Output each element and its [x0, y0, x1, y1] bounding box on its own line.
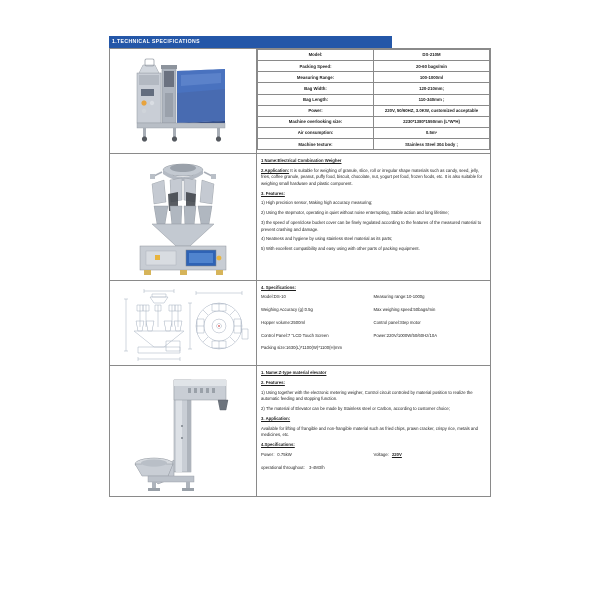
spec-item-control-panel: Control Panel:7 "LCD Touch Screen — [261, 332, 329, 338]
spec-value: 2230*1380*1550mm (L*W*H) — [374, 116, 490, 127]
spec-item-max-weighing-speed: Max weighing speed:50bags/min — [373, 306, 436, 312]
weigher-specifications-body — [257, 281, 490, 356]
spec-value: 20-60 bags/min — [374, 61, 490, 72]
multihead-combination-weigher-photo — [124, 154, 242, 280]
spec-item-model: Model:DS-10 — [261, 293, 286, 299]
table-row — [110, 154, 491, 281]
z-type-material-elevator-photo — [130, 366, 236, 496]
application-text: It is suitable for weighing of granule, slice, roll or irregular shape materials such as candy, seed, jelly, fries, coffee granule, peanut, puffy food, biscuit, chocolate, nut, yogurt pet food, frozen foods, etc. It is also suitable for weighing small hardware and plastic component. — [261, 167, 483, 186]
spec-value: 100-1000ml — [374, 72, 490, 83]
section-header-banner — [109, 36, 392, 48]
weigher-feature-item: 5) With excellent compatibility and easy using with other parts of packing equipment. — [261, 246, 420, 252]
spec-value: 0.5m³ — [374, 127, 490, 138]
application-label: 2.Application: — [261, 167, 290, 173]
header-filler — [392, 36, 491, 48]
elevator-name-line: 1. Name:Z-type material elevator — [261, 370, 327, 375]
spec-item-control-panel-motor: Control panel:Step motor — [373, 319, 421, 325]
spec-value: 220V, 50/60HZ, 3.0KW, customized acceptable — [374, 105, 490, 116]
elevator-throughput: operational throughout： 3-4M3/h — [261, 464, 325, 470]
elevator-voltage — [374, 452, 487, 458]
table-row — [110, 281, 491, 366]
elevator-feature-item: 1) Using together with the electronic metering weigher, Control circuit controled by material position to realize the automatic feeding and stopping function. — [261, 389, 473, 402]
voltage-value: 220V — [391, 451, 402, 457]
specification-document — [109, 36, 491, 566]
spec-label: Machine overlooking size: — [258, 116, 374, 127]
table-row — [110, 366, 491, 497]
spec-row-bag-width — [258, 83, 490, 94]
spec-item-packing-size: Packing size:1630(L)*1100(W)*1100(H)mm — [261, 345, 343, 351]
elevator-description-cell — [257, 366, 491, 497]
weigher-specs-grid — [261, 294, 486, 352]
spec-row-overlooking-size — [258, 116, 490, 127]
spec-row-model — [258, 50, 490, 61]
weigher-feature-item: 3) the speed of open/close bucket cover can be finely regulated according to the features of the measured material to prevent crashing and damage. — [261, 220, 482, 232]
spec-row-measuring-range — [258, 72, 490, 83]
machine-spec-table-cell — [257, 49, 491, 154]
packing-machine-image-cell — [110, 49, 257, 154]
weigher-feature-item: 4) Neatness and hygiene by using stainless steel material as its parts; — [261, 236, 393, 242]
spec-item-hopper-volume: Hopper volume:2500ml — [261, 319, 305, 325]
spec-item-power: Power:220V/1000W/50/60Hz/10A — [373, 332, 438, 338]
spec-item-measuring-range: Measuring range:10-1000g — [373, 293, 425, 299]
weigher-image-cell — [110, 154, 257, 281]
spec-label: Machine texture: — [258, 139, 374, 150]
weigher-feature-item: 2) Using the stepmotor, operating in quiet without noise enterrupting, Stable action and long lifetime; — [261, 210, 449, 216]
weigher-name-line: 1 Name:Electrical Combination Weigher — [261, 158, 342, 163]
elevator-feature-item: 2) The material of Elevator can be made by Stainless steel or Carbon, according to customer choice; — [261, 406, 450, 411]
spec-label: Packing Speed: — [258, 61, 374, 72]
elevator-image-cell — [110, 366, 257, 497]
spec-value: 110-340mm ; — [374, 94, 490, 105]
main-document-table — [109, 48, 491, 497]
elevator-application-text: Available for lifting of frangible and non-frangible material such as fried chips, prawn cracker, crispy rice, metals and medicines, etc. — [261, 425, 479, 438]
spec-label: Bag Width: — [258, 83, 374, 94]
spec-label: Bag Length: — [258, 94, 374, 105]
weigher-specifications-cell — [257, 281, 491, 366]
spec-row-machine-texture — [258, 139, 490, 150]
weigher-description-body — [257, 154, 490, 260]
elevator-description-body — [257, 366, 490, 475]
spec-value: Stainless Steel 304 body ; — [374, 139, 490, 150]
elevator-specs-grid — [261, 452, 486, 471]
spec-value: 120-210mm; — [374, 83, 490, 94]
elevator-features-label: 2. Features: — [261, 379, 285, 385]
spec-row-bag-length — [258, 94, 490, 105]
spec-row-packing-speed — [258, 61, 490, 72]
voltage-label: Voltage： — [373, 451, 392, 457]
weigher-technical-drawing — [116, 281, 250, 365]
spec-label: Measuring Range: — [258, 72, 374, 83]
spec-label: Power: — [258, 105, 374, 116]
table-row — [110, 49, 491, 154]
elevator-power: Power：0.75kW — [261, 451, 292, 457]
elevator-application-label: 3. Application: — [261, 415, 291, 421]
machine-spec-table — [257, 49, 490, 150]
document-header-row — [109, 36, 491, 48]
weigher-application-paragraph — [261, 168, 486, 187]
weigher-drawing-cell — [110, 281, 257, 366]
spec-label: Air consumption: — [258, 127, 374, 138]
weigher-specs-title: 4. Specifications: — [261, 285, 296, 290]
weigher-features-label: 3. Features: — [261, 190, 285, 196]
weigher-description-cell — [257, 154, 491, 281]
page-title: 1.TECHNICAL SPECIFICATIONS — [112, 39, 200, 45]
vertical-packing-machine-photo — [121, 49, 245, 153]
spec-value: DS-210M — [374, 50, 490, 61]
spec-item-weighing-accuracy: Weighing Accuracy (g):0.5g — [261, 306, 313, 312]
spec-row-power — [258, 105, 490, 116]
weigher-feature-item: 1) High precision sensor, Making high accuracy measuring; — [261, 200, 373, 206]
spec-label: Model: — [258, 50, 374, 61]
elevator-specs-label: 4.Specifications: — [261, 442, 295, 447]
spec-row-air-consumption — [258, 127, 490, 138]
